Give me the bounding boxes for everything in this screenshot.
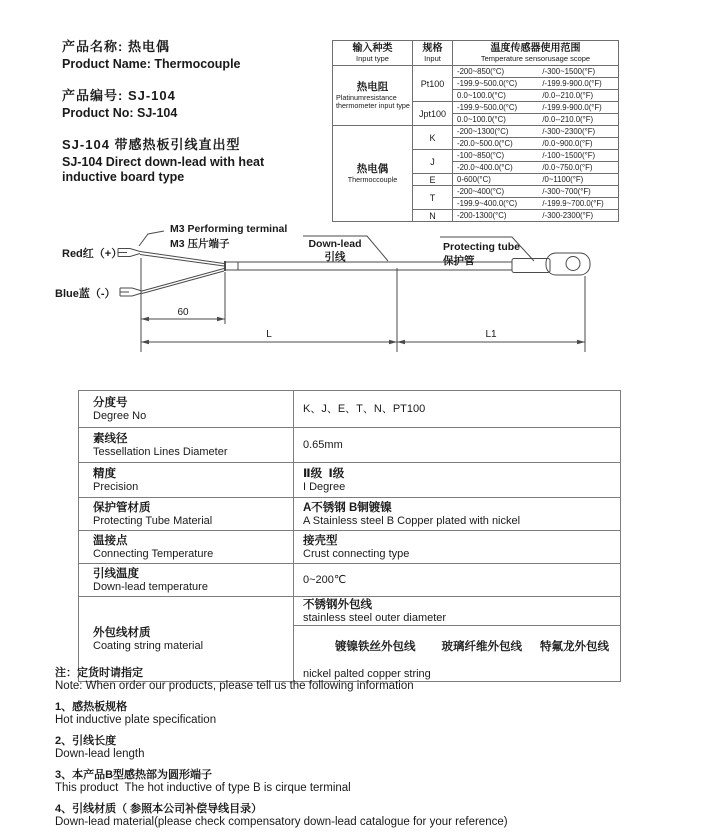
range-cell: -200~400(°C) /-300~700(°F) xyxy=(453,186,619,198)
product-header xyxy=(62,36,322,184)
spec-value-coating-2: 镀镍铁丝外包线 玻璃纤维外包线 特氟龙外包线 nickel palted copper string xyxy=(294,626,621,682)
spec-value-downlead-temp: 0~200℃ xyxy=(294,564,621,597)
red-lead-label: Red红（+） xyxy=(62,248,123,260)
col-input-spec: 规格 Input xyxy=(413,41,453,66)
model-title-en-line1: SJ-104 Direct down-lead with heat xyxy=(62,155,265,169)
col-usage-scope: 温度传感器使用范围 Temperature sensorusage scope xyxy=(453,41,619,66)
spec-label-precision: 精度 Precision xyxy=(79,463,294,498)
range-cell: 0-600(°C) /0~1100(°F) xyxy=(453,174,619,186)
note-item-4: 4、引线材质（ 参照本公司补偿导线目录） Down-lead material(please check compensatory down-lead catalogue for your reference) xyxy=(55,803,508,828)
spec-value-connecting-temp: 接壳型 Crust connecting type xyxy=(294,531,621,564)
dim-l1-label: L1 xyxy=(485,329,497,340)
spec-label-line-diameter: 素线径 Tessellation Lines Diameter xyxy=(79,428,294,463)
range-cell: -20.0~500.0(°C) /0.0~900.0(°F) xyxy=(453,138,619,150)
type-thermocouple: 热电偶 Thermoccouple xyxy=(333,126,413,222)
spec-code-pt100: Pt100 xyxy=(413,66,453,102)
product-name-en: Product Name: Thermocouple xyxy=(62,57,241,71)
tube-label-cn: 保护管 xyxy=(443,255,475,267)
table-row xyxy=(333,126,619,138)
note-title-en: Note: When order our products, please tell us the following information xyxy=(55,680,414,692)
type-platinum-resistance: 热电阻 Platinumresistance thermometer input type xyxy=(333,66,413,126)
m3-label-cn: M3 压片端子 xyxy=(170,238,230,250)
spec-code-e: E xyxy=(413,174,453,186)
spec-value-degree-no: K、J、E、T、N、PT100 xyxy=(294,391,621,428)
product-diagram xyxy=(0,212,713,374)
col-input-type: 输入种类 Input type xyxy=(333,41,413,66)
cirque-terminal-shape xyxy=(546,253,590,275)
range-cell: 0.0~100.0(°C) /0.0--210.0(°F) xyxy=(453,90,619,102)
protecting-tube-shape xyxy=(512,259,550,273)
blue-fork-terminal-icon xyxy=(120,288,142,296)
dim-l-label: L xyxy=(266,329,272,340)
range-cell: -199.9~400.0(°C) /-199.9~700.0(°F) xyxy=(453,198,619,210)
terminal-hole-icon xyxy=(566,257,580,271)
spec-label-degree-no: 分度号 Degree No xyxy=(79,391,294,428)
blue-wire xyxy=(142,269,224,294)
table-row xyxy=(79,498,621,531)
m3-label-en: M3 Performing terminal xyxy=(170,223,288,235)
table-row xyxy=(79,597,621,626)
diagram-drawing xyxy=(0,212,713,374)
coating-option-1: 镀镍铁丝外包线 xyxy=(334,641,416,653)
spec-value-line-diameter: 0.65mm xyxy=(294,428,621,463)
model-title-en-line2: inductive board type xyxy=(62,170,185,184)
note-item-3: 3、本产品B型感热部为圆形端子 This product The hot inductive of type B is cirque terminal xyxy=(55,769,351,794)
spec-code-j: J xyxy=(413,150,453,174)
product-no-en: Product No: SJ-104 xyxy=(62,106,178,120)
product-name-cn: 产品名称: 热电偶 xyxy=(62,39,170,54)
downlead-label-cn: 引线 xyxy=(324,251,346,263)
table-row xyxy=(79,531,621,564)
note-item-1: 1、感热板规格 Hot inductive plate specification xyxy=(55,701,217,726)
table-row xyxy=(79,564,621,597)
tube-label-en: Protecting tube xyxy=(443,241,521,253)
range-cell: -100~850(°C) /-100~1500(°F) xyxy=(453,150,619,162)
spec-code-t: T xyxy=(413,186,453,210)
spec-label-tube-material: 保护管材质 Protecting Tube Material xyxy=(79,498,294,531)
range-cell: -199.9~500.0(°C) /-199.9-900.0(°F) xyxy=(453,102,619,114)
table-row xyxy=(79,428,621,463)
spec-value-coating-1: 不锈钢外包线 stainless steel outer diameter xyxy=(294,597,621,626)
product-no-cn: 产品编号: SJ-104 xyxy=(62,88,176,103)
range-cell: 0.0~100.0(°C) /0.0--210.0(°F) xyxy=(453,114,619,126)
spec-label-downlead-temp: 引线温度 Down-lead temperature xyxy=(79,564,294,597)
range-cell: -199.9~500.0(°C) /-199.9-900.0(°F) xyxy=(453,78,619,90)
dimension-arrowheads xyxy=(141,317,585,344)
spec-label-connecting-temp: 温接点 Connecting Temperature xyxy=(79,531,294,564)
spec-label-coating-material: 外包线材质 Coating string material xyxy=(79,597,294,682)
spec-value-tube-material: A不锈钢 B铜镀镍 A Stainless steel B Copper plated with nickel xyxy=(294,498,621,531)
spec-code-n: N xyxy=(413,210,453,222)
m3-leader-line xyxy=(139,231,164,246)
model-title-cn: SJ-104 带感热板引线直出型 xyxy=(62,137,241,152)
range-cell: -200-1300(°C) /-300-2300(°F) xyxy=(453,210,619,222)
dim-60-label: 60 xyxy=(177,307,189,318)
coating-option-3: 特氟龙外包线 xyxy=(539,641,609,653)
notes xyxy=(55,666,695,829)
downlead-label-en: Down-lead xyxy=(308,238,362,250)
range-cell: -200~850(°C) /-300~1500(°F) xyxy=(453,66,619,78)
red-wire xyxy=(140,252,224,267)
spec-code-jpt100: Jpt100 xyxy=(413,102,453,126)
note-item-2: 2、引线长度 Down-lead length xyxy=(55,735,145,760)
coating-option-2: 玻璃纤维外包线 xyxy=(441,641,522,653)
spec-code-k: K xyxy=(413,126,453,150)
blue-lead-label: Blue蓝（-） xyxy=(55,288,116,300)
table-row xyxy=(79,463,621,498)
spec-table xyxy=(78,390,621,682)
range-cell: -20.0~400.0(°C) /0.0~750.0(°F) xyxy=(453,162,619,174)
input-table-header-row xyxy=(333,41,619,66)
note-title-cn: 注：定货时请指定 xyxy=(55,667,143,679)
range-cell: -200~1300(°C) /-300~2300(°F) xyxy=(453,126,619,138)
input-type-table xyxy=(332,40,619,222)
table-row xyxy=(333,66,619,78)
spec-value-precision: Ⅱ级 Ⅰ级 I Degree xyxy=(294,463,621,498)
table-row xyxy=(79,391,621,428)
